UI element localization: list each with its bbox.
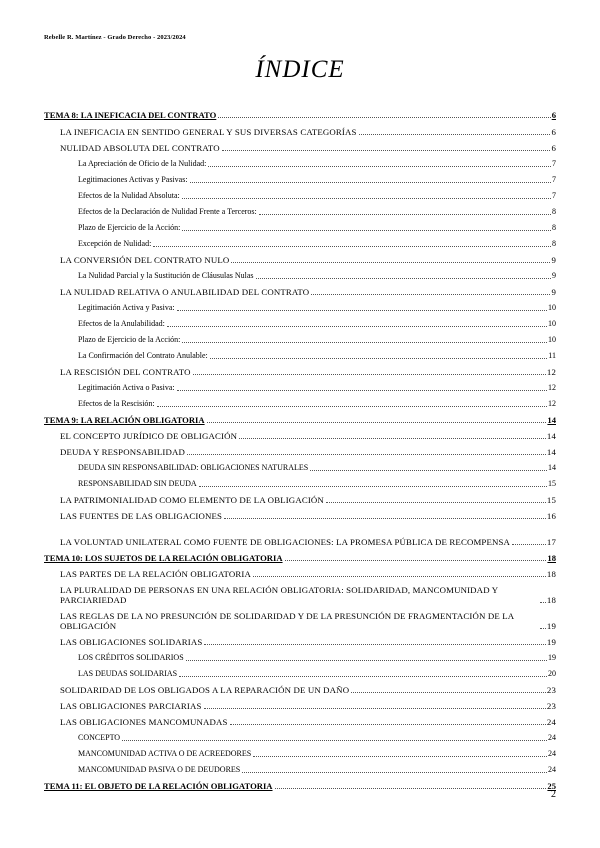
toc-entry-page: 9 — [552, 271, 556, 280]
toc-section-entry[interactable] — [44, 489, 556, 505]
dot-leader — [285, 560, 547, 561]
toc-entry-page: 12 — [548, 399, 556, 408]
toc-entry-page: 24 — [548, 749, 556, 758]
document-header: Rebelle R. Martínez - Grado Derecho - 2023/2024 — [44, 34, 186, 41]
toc-entry-page: 9 — [551, 255, 556, 265]
toc-section-entry[interactable] — [44, 695, 556, 711]
toc-entry-text: LA NULIDAD RELATIVA O ANULABILIDAD DEL CONTRATO — [60, 287, 310, 297]
toc-entry-text: La Nulidad Parcial y la Sustitución de Cláusulas Nulas — [78, 271, 254, 280]
dot-leader — [193, 374, 546, 375]
toc-entry-page: 19 — [548, 653, 556, 662]
dot-leader — [222, 150, 551, 151]
toc-subsection-entry[interactable] — [44, 153, 556, 169]
dot-leader — [256, 278, 551, 279]
toc-entry-page: 8 — [552, 223, 556, 232]
toc-subsection-entry[interactable] — [44, 743, 556, 759]
toc-entry-text: TEMA 11: EL OBJETO DE LA RELACIÓN OBLIGATORIA — [44, 781, 273, 791]
dot-leader — [275, 788, 547, 789]
toc-entry-text: SOLIDARIDAD DE LOS OBLIGADOS A LA REPARACIÓN DE UN DAÑO — [60, 685, 350, 695]
dot-leader — [351, 692, 546, 693]
toc-entry-text: LA PATRIMONIALIDAD COMO ELEMENTO DE LA OBLIGACIÓN — [60, 495, 324, 505]
dot-leader — [253, 756, 547, 757]
toc-entry-text: La Apreciación de Oficio de la Nulidad: — [78, 159, 207, 168]
toc-subsection-entry[interactable] — [44, 457, 556, 473]
toc-entry-text: LA VOLUNTAD UNILATERAL COMO FUENTE DE OBLIGACIONES: LA PROMESA PÚBLICA DE RECOMPENSA — [60, 537, 511, 547]
toc-entry-page: 14 — [546, 447, 556, 457]
toc-entry-page: 23 — [546, 685, 556, 695]
toc-subsection-entry[interactable] — [44, 663, 556, 679]
toc-entry-text: Legitimaciones Activas y Pasivas: — [78, 175, 188, 184]
toc-entry-text: LAS PARTES DE LA RELACIÓN OBLIGATORIA — [60, 569, 251, 579]
toc-entry-page: 11 — [548, 351, 556, 360]
toc-section-entry[interactable] — [44, 605, 556, 631]
toc-entry-page: 25 — [547, 781, 556, 791]
dot-leader — [231, 262, 550, 263]
toc-entry-page: 16 — [546, 511, 556, 521]
toc-entry-page: 18 — [546, 569, 556, 579]
toc-subsection-entry[interactable] — [44, 265, 556, 281]
toc-section-entry[interactable] — [44, 631, 556, 647]
dot-leader — [259, 214, 551, 215]
toc-section-entry[interactable] — [44, 249, 556, 265]
toc-subsection-entry[interactable] — [44, 185, 556, 201]
toc-section-entry[interactable] — [44, 521, 556, 547]
toc-entry-page: 18 — [546, 595, 556, 605]
dot-leader — [208, 166, 551, 167]
toc-entry-page: 10 — [548, 319, 556, 328]
toc-entry-text: Plazo de Ejercicio de la Acción: — [78, 223, 181, 232]
dot-leader — [239, 438, 546, 439]
dot-leader — [182, 230, 551, 231]
toc-entry-page: 17 — [546, 537, 556, 547]
toc-entry-text: LAS FUENTES DE LAS OBLIGACIONES — [60, 511, 223, 521]
dot-leader — [230, 724, 546, 725]
toc-entry-text: DEUDA SIN RESPONSABILIDAD: OBLIGACIONES NATURALES — [78, 463, 309, 472]
toc-entry-text: TEMA 10: LOS SUJETOS DE LA RELACIÓN OBLIGATORIA — [44, 553, 283, 563]
toc-entry-page: 10 — [548, 303, 556, 312]
toc-section-entry[interactable] — [44, 505, 556, 521]
dot-leader — [512, 544, 546, 545]
toc-subsection-entry[interactable] — [44, 297, 556, 313]
toc-section-entry[interactable] — [44, 441, 556, 457]
dot-leader — [207, 422, 547, 423]
toc-section-entry[interactable] — [44, 679, 556, 695]
toc-chapter-entry[interactable] — [44, 775, 556, 791]
dot-leader — [359, 134, 551, 135]
toc-entry-page: 14 — [547, 415, 556, 425]
dot-leader — [157, 406, 547, 407]
toc-entry-text: LOS CRÉDITOS SOLIDARIOS — [78, 653, 184, 662]
toc-entry-text: LA INEFICACIA EN SENTIDO GENERAL Y SUS DIVERSAS CATEGORÍAS — [60, 127, 357, 137]
toc-section-entry[interactable] — [44, 711, 556, 727]
dot-leader — [186, 660, 547, 661]
toc-entry-text: La Confirmación del Contrato Anulable: — [78, 351, 208, 360]
toc-subsection-entry[interactable] — [44, 727, 556, 743]
toc-entry-text: LA CONVERSIÓN DEL CONTRATO NULO — [60, 255, 230, 265]
toc-section-entry[interactable] — [44, 281, 556, 297]
toc-entry-text: LAS OBLIGACIONES MANCOMUNADAS — [60, 717, 228, 727]
toc-entry-page: 20 — [548, 669, 556, 678]
toc-entry-page: 24 — [546, 717, 556, 727]
toc-entry-page: 10 — [548, 335, 556, 344]
dot-leader — [253, 576, 546, 577]
toc-subsection-entry[interactable] — [44, 313, 556, 329]
toc-subsection-entry[interactable] — [44, 201, 556, 217]
toc-subsection-entry[interactable] — [44, 473, 556, 489]
dot-leader — [153, 246, 551, 247]
toc-entry-page: 8 — [552, 207, 556, 216]
toc-entry-page: 7 — [552, 191, 556, 200]
dot-leader — [122, 740, 547, 741]
toc-entry-text: Legitimación Activa y Pasiva: — [78, 303, 175, 312]
dot-leader — [177, 310, 547, 311]
dot-leader — [182, 342, 547, 343]
toc-section-entry[interactable] — [44, 425, 556, 441]
dot-leader — [182, 198, 551, 199]
toc-entry-text: Efectos de la Declaración de Nulidad Frente a Terceros: — [78, 207, 257, 216]
toc-entry-text: LAS OBLIGACIONES SOLIDARIAS — [60, 637, 203, 647]
toc-entry-page: 12 — [546, 367, 556, 377]
toc-subsection-entry[interactable] — [44, 169, 556, 185]
toc-entry-page: 24 — [548, 733, 556, 742]
toc-entry-text: LA RESCISIÓN DEL CONTRATO — [60, 367, 191, 377]
dot-leader — [204, 708, 546, 709]
dot-leader — [179, 676, 547, 677]
toc-section-entry[interactable] — [44, 579, 556, 605]
toc-entry-text: CONCEPTO — [78, 733, 121, 742]
toc-section-entry[interactable] — [44, 137, 556, 153]
toc-entry-text: TEMA 8: LA INEFICACIA DEL CONTRATO — [44, 110, 217, 120]
index-title: ÍNDICE — [255, 56, 345, 83]
toc-subsection-entry[interactable] — [44, 393, 556, 409]
toc-section-entry[interactable] — [44, 361, 556, 377]
toc-subsection-entry[interactable] — [44, 647, 556, 663]
toc-entry-text: LA PLURALIDAD DE PERSONAS EN UNA RELACIÓN OBLIGATORIA: SOLIDARIDAD, MANCOMUNIDAD Y PARCIARIEDAD — [60, 585, 501, 605]
table-of-contents — [44, 103, 556, 791]
toc-entry-page: 7 — [552, 175, 556, 184]
dot-leader — [242, 772, 547, 773]
toc-subsection-entry[interactable] — [44, 217, 556, 233]
toc-subsection-entry[interactable] — [44, 329, 556, 345]
toc-subsection-entry[interactable] — [44, 345, 556, 361]
dot-leader — [224, 518, 546, 519]
dot-leader — [187, 454, 546, 455]
toc-entry-text: RESPONSABILIDAD SIN DEUDA — [78, 479, 197, 488]
toc-subsection-entry[interactable] — [44, 759, 556, 775]
toc-entry-page: 7 — [552, 159, 556, 168]
toc-entry-text: MANCOMUNIDAD PASIVA O DE DEUDORES — [78, 765, 241, 774]
toc-entry-page: 14 — [546, 431, 556, 441]
toc-entry-page: 6 — [551, 127, 556, 137]
toc-entry-page: 23 — [546, 701, 556, 711]
dot-leader — [540, 602, 546, 603]
toc-chapter-entry[interactable] — [44, 103, 556, 120]
toc-entry-text: LAS OBLIGACIONES PARCIARIAS — [60, 701, 202, 711]
dot-leader — [540, 628, 546, 629]
toc-entry-text: Efectos de la Nulidad Absoluta: — [78, 191, 180, 200]
toc-entry-page: 15 — [548, 479, 556, 488]
toc-entry-page: 9 — [551, 287, 556, 297]
toc-entry-page: 6 — [551, 110, 556, 120]
toc-entry-text: LAS REGLAS DE LA NO PRESUNCIÓN DE SOLIDARIDAD Y DE LA PRESUNCIÓN DE FRAGMENTACIÓN DE LA OBLIGACIÓN — [60, 611, 517, 631]
dot-leader — [190, 182, 551, 183]
dot-leader — [326, 502, 546, 503]
toc-section-entry[interactable] — [44, 120, 556, 137]
toc-entry-text: NULIDAD ABSOLUTA DEL CONTRATO — [60, 143, 220, 153]
toc-entry-text: EL CONCEPTO JURÍDICO DE OBLIGACIÓN — [60, 431, 238, 441]
dot-leader — [310, 470, 547, 471]
toc-entry-text: TEMA 9: LA RELACIÓN OBLIGATORIA — [44, 415, 205, 425]
dot-leader — [199, 486, 547, 487]
dot-leader — [167, 326, 547, 327]
toc-entry-text: LAS DEUDAS SOLIDARIAS — [78, 669, 178, 678]
toc-entry-page: 6 — [551, 143, 556, 153]
toc-entry-page: 14 — [548, 463, 556, 472]
toc-entry-page: 8 — [552, 239, 556, 248]
toc-entry-text: DEUDA Y RESPONSABILIDAD — [60, 447, 185, 457]
toc-entry-page: 24 — [548, 765, 556, 774]
dot-leader — [210, 358, 548, 359]
toc-entry-text: Plazo de Ejercicio de la Acción: — [78, 335, 181, 344]
toc-subsection-entry[interactable] — [44, 233, 556, 249]
toc-chapter-entry[interactable] — [44, 547, 556, 563]
toc-chapter-entry[interactable] — [44, 409, 556, 425]
dot-leader — [204, 644, 546, 645]
toc-entry-text: Efectos de la Rescisión: — [78, 399, 155, 408]
toc-entry-page: 12 — [548, 383, 556, 392]
dot-leader — [311, 294, 550, 295]
toc-entry-text: Efectos de la Anulabilidad: — [78, 319, 165, 328]
toc-entry-page: 19 — [546, 621, 556, 631]
dot-leader — [218, 117, 550, 118]
toc-section-entry[interactable] — [44, 563, 556, 579]
toc-entry-page: 19 — [546, 637, 556, 647]
page-number: 2 — [551, 789, 556, 800]
toc-subsection-entry[interactable] — [44, 377, 556, 393]
toc-entry-text: Legitimación Activa o Pasiva: — [78, 383, 175, 392]
toc-entry-text: MANCOMUNIDAD ACTIVA O DE ACREEDORES — [78, 749, 252, 758]
toc-entry-page: 18 — [547, 553, 556, 563]
toc-entry-page: 15 — [546, 495, 556, 505]
toc-entry-text: Excepción de Nulidad: — [78, 239, 152, 248]
dot-leader — [177, 390, 547, 391]
